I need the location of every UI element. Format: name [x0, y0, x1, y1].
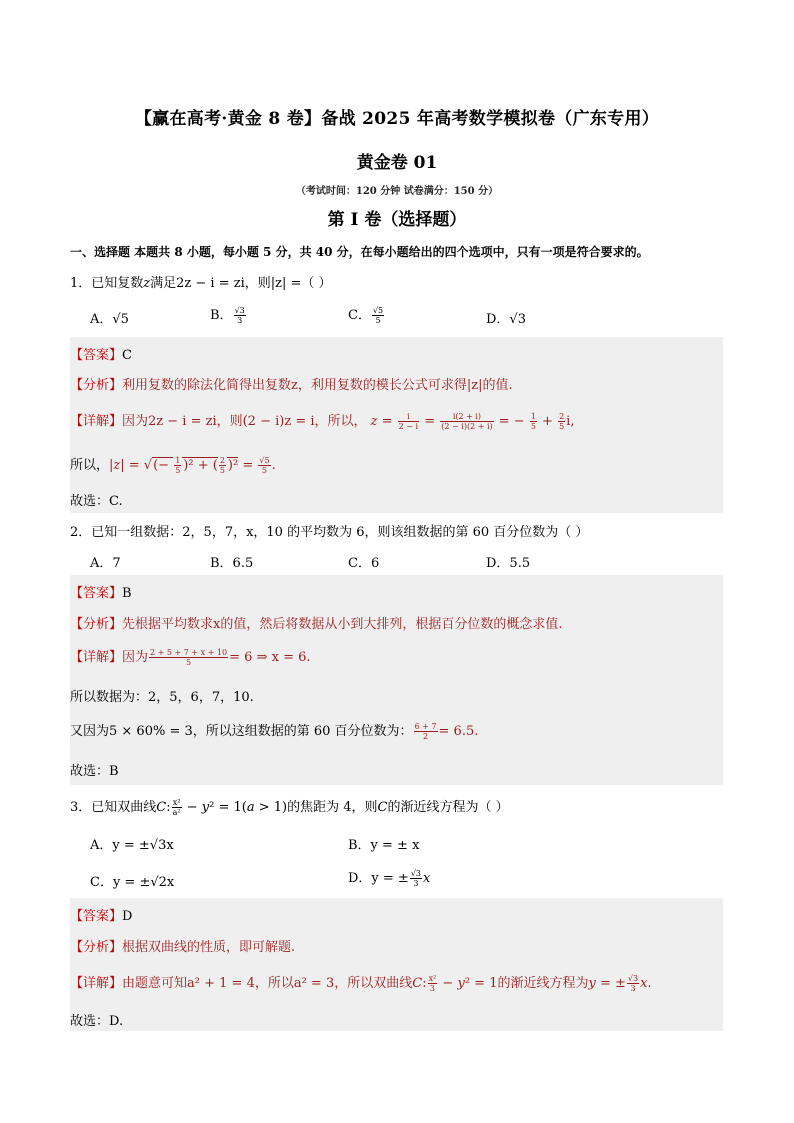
- question-2-answer-box: [70, 575, 723, 785]
- question-2-detail: 【详解】因为 $\frac{2 + 5 + 7 + x + 10}{5}$ = 6 ⇒ x = 6.: [70, 648, 311, 667]
- question-3-option-c: C．y = ±√2x: [90, 875, 175, 890]
- question-1-conclusion: 故选：C.: [70, 494, 123, 509]
- question-1-option-a: A．√5: [90, 312, 129, 327]
- question-2-stem: 2．已知一组数据：2，5，7，x，10 的平均数为 6，则该组数据的第 60 百分位数为（ ）: [70, 525, 589, 540]
- question-2-option-a: A．7: [90, 556, 121, 571]
- question-2-answer: 【答案】B: [70, 586, 132, 601]
- question-3-option-a: A．y = ±√3x: [90, 838, 174, 853]
- question-3-detail: 【详解】由题意可知a² + 1 = 4，所以a² = 3，所以双曲线C: $\frac{\text{x²}}{3}$ − y² = 1的渐近线方程为y = ± $\frac{√3}{3}$ x.: [70, 974, 652, 993]
- question-2-option-d: D．5.5: [486, 556, 531, 571]
- paper-subtitle: 黄金卷 01: [356, 153, 438, 173]
- question-3-analysis: 【分析】根据双曲线的性质，即可解题.: [70, 940, 296, 955]
- question-1-option-c: C． $\frac{√5}{5}$: [348, 306, 384, 325]
- question-2-analysis: 【分析】先根据平均数求x的值，然后将数据从小到大排列，根据百分位数的概念求值.: [70, 617, 563, 632]
- question-3-option-d: D．y = ± $\frac{√3}{3}$ x: [348, 869, 431, 888]
- question-1-modulus: 所以，|z| = √(− $\frac{1}{5}$ )² + ( $\frac{2}{5}$ )² = $\frac{√5}{5}$ .: [70, 456, 276, 475]
- question-3-stem: 3．已知双曲线C: $\frac{\text{x²}}{\text{a²}}$ − y² = 1(a > 1)的焦距为 4，则C的渐近线方程为（ ）: [70, 798, 509, 817]
- question-3-option-b: B．y = ± x: [348, 838, 420, 853]
- page-title: 【赢在高考·黄金 8 卷】备战 2025 年高考数学模拟卷（广东专用）: [134, 109, 660, 129]
- question-1-option-d: D．√3: [486, 312, 526, 327]
- section-intro: 一、选择题 本题共 8 小题，每小题 5 分，共 40 分，在每小题给出的四个选项中，只有一项是符合要求的。: [70, 245, 649, 259]
- question-3-conclusion: 故选：D.: [70, 1014, 124, 1029]
- question-1-analysis: 【分析】利用复数的除法化简得出复数z，利用复数的模长公式可求得|z|的值.: [70, 378, 513, 393]
- question-2-option-c: C．6: [348, 556, 380, 571]
- question-1-equation: 2z − i = zi: [176, 276, 245, 291]
- question-3-answer: 【答案】D: [70, 909, 133, 924]
- question-2-percentile: 又因为5 × 60% = 3，所以这组数据的第 60 百分位数为： $\frac{6 + 7}{2}$ = 6.5.: [70, 722, 479, 741]
- question-3-answer-box: [70, 898, 723, 1031]
- question-2-conclusion: 故选：B: [70, 764, 119, 779]
- question-1-answer: 【答案】C: [70, 348, 132, 363]
- question-2-option-b: B．6.5: [210, 556, 254, 571]
- exam-info: （考试时间：120 分钟 试卷满分：150 分）: [295, 186, 499, 197]
- question-1-detail: 【详解】因为2z − i = zi，则(2 − i)z = i，所以， z = $\frac{i}{2 - i}$ = $\frac{i(2 + i)}{(2 - i)(2 + i)}$ = − $\frac{1}{5}$ + $\frac{2}{5}$ i,: [70, 412, 575, 431]
- part-title: 第 I 卷（选择题）: [327, 210, 467, 230]
- question-2-sorted-data: 所以数据为：2，5，6，7，10.: [70, 690, 254, 705]
- question-1-stem: 1．已知复数z满足2z − i = zi，则|z| =（ ）: [70, 276, 332, 291]
- question-1-option-b: B． $\frac{√3}{3}$: [210, 306, 245, 325]
